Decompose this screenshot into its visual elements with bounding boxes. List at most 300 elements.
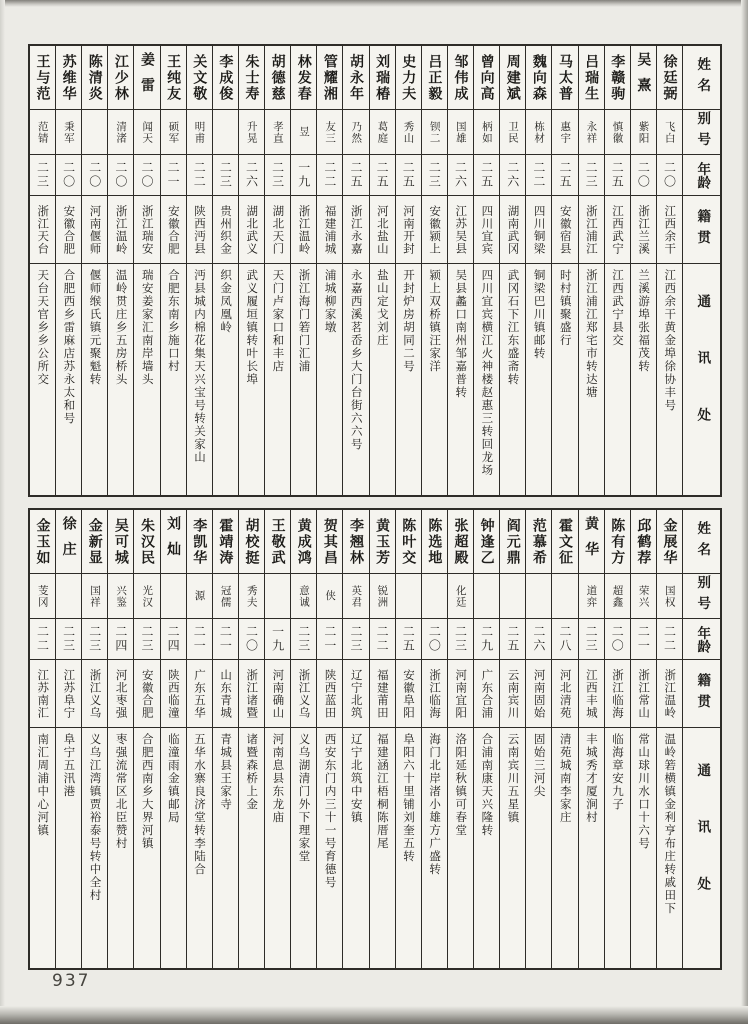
person-age-cell	[526, 155, 551, 196]
person-alias-cell	[552, 110, 577, 155]
person-address-cell	[448, 728, 473, 968]
person-age-text: 二〇	[87, 161, 102, 189]
person-column	[551, 510, 577, 968]
person-alias-cell	[108, 574, 133, 619]
person-column	[656, 510, 682, 968]
person-origin-text: 福建莆田	[375, 668, 390, 719]
person-name-text: 范慕希	[530, 517, 547, 566]
person-address-cell	[161, 264, 186, 495]
person-age-cell	[30, 155, 55, 196]
person-name-cell	[265, 510, 290, 574]
person-origin-cell	[552, 196, 577, 264]
person-alias-cell	[474, 110, 499, 155]
person-address-cell	[108, 728, 133, 968]
person-name-text: 吕正毅	[426, 53, 443, 102]
person-age-cell	[631, 619, 656, 660]
person-name-cell	[657, 46, 682, 110]
person-origin-cell	[657, 196, 682, 264]
person-origin-cell	[161, 196, 186, 264]
person-origin-text: 辽宁北筑	[349, 668, 364, 719]
person-name-cell	[370, 46, 395, 110]
person-alias-cell	[605, 110, 630, 155]
person-alias-text: 栋材	[533, 120, 546, 144]
person-age-cell	[265, 619, 290, 660]
person-column	[525, 46, 551, 495]
person-alias-text: 荣兴	[637, 584, 650, 608]
person-name-cell	[82, 510, 107, 574]
person-name-text: 邱鹤荐	[635, 517, 652, 566]
person-age-cell	[579, 619, 604, 660]
person-age-text: 一九	[296, 161, 311, 189]
person-origin-cell	[30, 660, 55, 728]
person-name-text: 姜雷	[138, 51, 155, 104]
person-name-cell	[343, 46, 368, 110]
person-name-cell	[291, 510, 316, 574]
person-age-cell	[108, 619, 133, 660]
person-name-cell	[291, 46, 316, 110]
person-origin-text: 福建浦城	[323, 204, 338, 255]
person-age-cell	[474, 619, 499, 660]
person-alias-cell	[213, 574, 238, 619]
person-origin-text: 浙江义乌	[297, 668, 312, 719]
person-alias-cell	[82, 110, 107, 155]
person-origin-text: 安徽宿县	[558, 204, 573, 255]
person-name-cell	[134, 46, 159, 110]
person-address-cell	[239, 264, 264, 495]
person-alias-text: 柄如	[480, 120, 493, 144]
person-alias-cell	[161, 110, 186, 155]
person-address-text: 沔县城内棉花集天兴宝号转关家山	[192, 269, 207, 464]
person-address-cell	[30, 728, 55, 968]
person-name-cell	[579, 46, 604, 110]
person-address-text: 浙江浦江郑宅市转达塘	[584, 269, 599, 399]
person-origin-text: 浙江临海	[610, 668, 625, 719]
header-address-label: 通讯处	[694, 762, 711, 934]
person-address-text: 洛阳延秋镇可春堂	[454, 733, 469, 837]
person-origin-text: 陕西蓝田	[323, 668, 338, 719]
person-address-cell	[239, 728, 264, 968]
person-name-text: 史力夫	[400, 53, 417, 102]
person-address-text: 四川宜宾横江火神楼赵惠三转回龙场	[480, 269, 495, 477]
person-address-text: 天门卢家口和丰店	[271, 269, 286, 373]
person-address-text: 诸暨森桥上金	[245, 733, 260, 811]
person-origin-cell	[422, 196, 447, 264]
person-name-text: 胡永年	[347, 53, 364, 102]
person-alias-cell	[631, 110, 656, 155]
person-age-cell	[343, 155, 368, 196]
person-address-text: 盐山定戈刘庄	[375, 269, 390, 347]
person-origin-cell	[370, 196, 395, 264]
header-age-label: 年龄	[694, 161, 711, 189]
person-alias-text: 超鑫	[611, 584, 624, 608]
person-origin-cell	[526, 660, 551, 728]
person-age-cell	[605, 619, 630, 660]
person-age-cell	[579, 155, 604, 196]
person-column	[264, 46, 290, 495]
person-origin-text: 江西武宁	[610, 204, 625, 255]
person-alias-cell	[526, 110, 551, 155]
person-alias-text: 升晃	[245, 120, 258, 144]
person-column	[107, 46, 133, 495]
person-origin-text: 河南宜阳	[454, 668, 469, 719]
person-address-text: 偃师缑氏镇元聚魁转	[88, 269, 103, 386]
person-alias-text: 乃然	[350, 120, 363, 144]
person-address-text: 颍上双桥镇汪家洋	[428, 269, 443, 373]
person-address-cell	[631, 264, 656, 495]
person-address-cell	[187, 264, 212, 495]
person-address-text: 浙江海门箬门汇浦	[297, 269, 312, 373]
person-name-text: 李翘林	[347, 517, 364, 566]
person-origin-cell	[317, 660, 342, 728]
person-address-cell	[474, 728, 499, 968]
person-age-cell	[213, 619, 238, 660]
person-name-text: 吴熹	[635, 51, 652, 104]
person-address-cell	[82, 264, 107, 495]
person-age-cell	[82, 619, 107, 660]
person-address-text: 铜梁巴川镇邮转	[532, 269, 547, 360]
person-origin-cell	[82, 660, 107, 728]
person-name-text: 关文敬	[191, 53, 208, 102]
person-origin-cell	[448, 660, 473, 728]
person-alias-cell	[30, 574, 55, 619]
person-alias-cell	[370, 574, 395, 619]
person-address-cell	[552, 264, 577, 495]
person-age-text: 二一	[218, 625, 233, 653]
person-address-cell	[631, 728, 656, 968]
person-name-text: 陈清炎	[86, 53, 103, 102]
person-alias-cell	[265, 574, 290, 619]
person-age-text: 二三	[218, 161, 233, 189]
person-alias-cell	[108, 110, 133, 155]
person-origin-cell	[396, 660, 421, 728]
person-origin-text: 江西丰城	[584, 668, 599, 719]
person-age-cell	[134, 619, 159, 660]
person-name-text: 徐廷弼	[661, 53, 678, 102]
person-name-text: 黄玉芳	[374, 517, 391, 566]
person-origin-cell	[579, 196, 604, 264]
person-address-cell	[134, 728, 159, 968]
person-column	[656, 46, 682, 495]
person-address-text: 青城县王家寺	[219, 733, 234, 811]
person-address-cell	[605, 264, 630, 495]
person-column	[316, 510, 342, 968]
person-address-text: 义乌江湾镇贾裕泰号转中全村	[88, 733, 103, 902]
person-alias-text: 光汉	[141, 584, 154, 608]
person-address-cell	[317, 264, 342, 495]
person-origin-text: 江苏南汇	[36, 668, 51, 719]
person-address-cell	[552, 728, 577, 968]
person-age-text: 二三	[61, 625, 76, 653]
person-name-text: 吴可城	[112, 517, 129, 566]
person-name-text: 金新显	[86, 517, 103, 566]
person-address-text: 织金凤凰岭	[219, 269, 234, 334]
person-origin-cell	[605, 196, 630, 264]
person-age-text: 二一	[636, 625, 651, 653]
person-age-cell	[422, 155, 447, 196]
person-column	[238, 46, 264, 495]
person-origin-cell	[526, 196, 551, 264]
person-address-cell	[422, 728, 447, 968]
person-alias-cell	[370, 110, 395, 155]
person-column	[212, 46, 238, 495]
person-alias-text: 慎徽	[611, 120, 624, 144]
person-alias-text: 秉军	[62, 120, 75, 144]
person-name-cell	[213, 510, 238, 574]
header-age-label: 年龄	[694, 625, 711, 653]
person-address-text: 临海章安九子	[610, 733, 625, 811]
person-alias-cell	[474, 574, 499, 619]
person-address-cell	[422, 264, 447, 495]
person-name-text: 林发春	[295, 53, 312, 102]
person-alias-cell	[500, 110, 525, 155]
person-column	[133, 46, 159, 495]
person-name-text: 王与范	[34, 53, 51, 102]
person-address-text: 枣强流常区北臣赞村	[114, 733, 129, 850]
person-address-text: 云南宾川五星镇	[506, 733, 521, 824]
person-name-text: 钟逢乙	[478, 517, 495, 566]
person-address-text: 义乌湖清门外下理家堂	[297, 733, 312, 863]
person-age-text: 二五	[401, 625, 416, 653]
person-column	[369, 46, 395, 495]
person-origin-text: 湖南武冈	[506, 204, 521, 255]
person-origin-cell	[474, 660, 499, 728]
person-age-cell	[605, 155, 630, 196]
person-age-cell	[317, 619, 342, 660]
scan-edge-top	[0, 0, 748, 7]
person-name-text: 金展华	[661, 517, 678, 566]
person-alias-cell	[239, 110, 264, 155]
person-age-text: 二〇	[636, 161, 651, 189]
person-age-text: 二五	[348, 161, 363, 189]
person-column	[369, 510, 395, 968]
page-number: 937	[52, 971, 91, 991]
person-alias-text: 兴鉴	[115, 584, 128, 608]
person-address-cell	[448, 264, 473, 495]
person-column	[630, 46, 656, 495]
person-age-cell	[500, 619, 525, 660]
person-address-text: 温岭贯庄乡五房桥头	[114, 269, 129, 386]
person-alias-text: 明甫	[193, 120, 206, 144]
person-origin-text: 河南开封	[401, 204, 416, 255]
person-origin-cell	[134, 660, 159, 728]
person-name-cell	[317, 46, 342, 110]
person-origin-cell	[422, 660, 447, 728]
person-address-text: 江西武宁县交	[610, 269, 625, 347]
person-name-cell	[526, 46, 551, 110]
person-address-text: 福建涵江梧桐陈厝尾	[375, 733, 390, 850]
person-address-text: 天台天官乡乡公所交	[36, 269, 51, 386]
person-origin-cell	[343, 196, 368, 264]
person-age-text: 二五	[479, 161, 494, 189]
person-origin-cell	[579, 660, 604, 728]
person-address-text: 五华水寨良济堂转李陆合	[192, 733, 207, 876]
person-age-text: 二四	[113, 625, 128, 653]
person-age-text: 二六	[505, 161, 520, 189]
person-address-cell	[56, 728, 81, 968]
person-name-text: 李赣驹	[609, 53, 626, 102]
person-origin-text: 河北清苑	[558, 668, 573, 719]
person-alias-text: 闻天	[141, 120, 154, 144]
person-address-cell	[370, 264, 395, 495]
header-cell-age	[683, 619, 720, 660]
person-origin-text: 河南偃师	[88, 204, 103, 255]
person-address-text: 合肥西乡雷麻店苏永太和号	[62, 269, 77, 425]
person-name-text: 徐庄	[60, 515, 77, 568]
person-alias-text: 国权	[663, 584, 676, 608]
person-age-cell	[291, 619, 316, 660]
header-alias-label: 别号	[694, 111, 711, 153]
person-alias-text: 冠儒	[219, 584, 232, 608]
scan-edge-right	[741, 0, 748, 1024]
person-age-text: 二八	[557, 625, 572, 653]
person-name-text: 周建斌	[504, 53, 521, 102]
person-alias-cell	[30, 110, 55, 155]
person-origin-cell	[30, 196, 55, 264]
person-alias-cell	[500, 574, 525, 619]
person-origin-cell	[500, 196, 525, 264]
person-origin-text: 安徽阜阳	[401, 668, 416, 719]
person-column	[499, 46, 525, 495]
person-age-text: 二二	[662, 625, 677, 653]
person-age-text: 二九	[479, 625, 494, 653]
person-origin-text: 湖北武义	[245, 204, 260, 255]
person-origin-text: 山东青城	[219, 668, 234, 719]
person-name-cell	[30, 46, 55, 110]
person-origin-text: 四川铜梁	[532, 204, 547, 255]
person-name-cell	[500, 46, 525, 110]
person-alias-text: 道弈	[585, 584, 598, 608]
person-name-text: 江少林	[112, 53, 129, 102]
person-column	[212, 510, 238, 968]
person-alias-text: 英君	[350, 584, 363, 608]
scan-edge-bottom	[0, 1006, 748, 1024]
person-alias-cell	[343, 110, 368, 155]
person-alias-cell	[631, 574, 656, 619]
person-column	[316, 46, 342, 495]
person-column	[342, 510, 368, 968]
person-address-cell	[213, 728, 238, 968]
person-origin-text: 河北盐山	[375, 204, 390, 255]
directory-table-top	[28, 44, 722, 497]
person-origin-cell	[213, 660, 238, 728]
person-address-cell	[161, 728, 186, 968]
person-age-text: 二三	[87, 625, 102, 653]
person-address-cell	[657, 264, 682, 495]
person-address-text: 阜阳六十里铺刘奎五转	[401, 733, 416, 863]
person-age-text: 二二	[35, 625, 50, 653]
person-origin-cell	[239, 196, 264, 264]
person-age-text: 二五	[401, 161, 416, 189]
person-alias-text: 友三	[324, 120, 337, 144]
person-name-cell	[500, 510, 525, 574]
person-alias-text: 侠	[324, 590, 337, 602]
person-age-text: 二三	[296, 625, 311, 653]
person-name-text: 刘灿	[165, 515, 182, 568]
person-origin-cell	[657, 660, 682, 728]
person-alias-text: 紫阳	[637, 120, 650, 144]
person-name-text: 李成俊	[217, 53, 234, 102]
person-name-cell	[422, 46, 447, 110]
person-address-text: 常山球川水口十六号	[637, 733, 652, 850]
person-alias-cell	[657, 574, 682, 619]
person-column	[290, 46, 316, 495]
person-age-cell	[108, 155, 133, 196]
person-alias-cell	[657, 110, 682, 155]
person-age-cell	[134, 155, 159, 196]
person-age-cell	[82, 155, 107, 196]
person-address-cell	[500, 728, 525, 968]
person-name-cell	[396, 510, 421, 574]
person-age-cell	[291, 155, 316, 196]
person-age-cell	[239, 619, 264, 660]
person-name-cell	[30, 510, 55, 574]
person-column	[238, 510, 264, 968]
person-origin-text: 浙江温岭	[114, 204, 129, 255]
person-address-text: 合浦南康天兴隆转	[480, 733, 495, 837]
person-alias-text: 国祥	[88, 584, 101, 608]
person-origin-text: 浙江常山	[637, 668, 652, 719]
person-age-text: 二一	[322, 625, 337, 653]
person-alias-cell	[343, 574, 368, 619]
person-column	[55, 510, 81, 968]
person-name-cell	[239, 510, 264, 574]
person-origin-cell	[134, 196, 159, 264]
person-name-cell	[187, 510, 212, 574]
person-name-text: 朱汉民	[138, 517, 155, 566]
person-origin-cell	[265, 196, 290, 264]
person-address-cell	[579, 728, 604, 968]
person-address-cell	[108, 264, 133, 495]
person-age-cell	[265, 155, 290, 196]
person-age-cell	[631, 155, 656, 196]
person-name-text: 朱士寿	[243, 53, 260, 102]
person-address-text: 合肥西南乡大界河镇	[140, 733, 155, 850]
person-age-text: 二四	[166, 625, 181, 653]
header-cell-origin	[683, 196, 720, 264]
person-name-cell	[213, 46, 238, 110]
person-address-cell	[343, 728, 368, 968]
person-name-cell	[134, 510, 159, 574]
person-origin-text: 云南宾川	[506, 668, 521, 719]
person-column	[473, 510, 499, 968]
person-address-cell	[291, 264, 316, 495]
person-alias-cell	[187, 574, 212, 619]
person-address-text: 浦城柳家墩	[323, 269, 338, 334]
person-column	[81, 510, 107, 968]
person-name-text: 黄成鸿	[295, 517, 312, 566]
person-name-cell	[187, 46, 212, 110]
person-origin-cell	[448, 196, 473, 264]
person-address-text: 西安东门内三十一号育德号	[323, 733, 338, 889]
person-address-text: 清苑城南李家庄	[558, 733, 573, 824]
header-cell-origin	[683, 660, 720, 728]
person-alias-cell	[134, 574, 159, 619]
person-column	[55, 46, 81, 495]
person-alias-text: 昱	[297, 126, 310, 138]
scan-edge-left	[0, 0, 5, 1024]
person-name-cell	[552, 46, 577, 110]
person-alias-text: 秀山	[402, 120, 415, 144]
person-age-cell	[448, 155, 473, 196]
person-origin-cell	[108, 660, 133, 728]
person-alias-text: 意诚	[297, 584, 310, 608]
person-address-cell	[317, 728, 342, 968]
person-alias-text: 葛庭	[376, 120, 389, 144]
person-address-text: 阜宁五汛港	[62, 733, 77, 798]
person-name-cell	[422, 510, 447, 574]
person-alias-cell	[187, 110, 212, 155]
person-address-text: 武义履垣镇转叶长埠	[245, 269, 260, 386]
